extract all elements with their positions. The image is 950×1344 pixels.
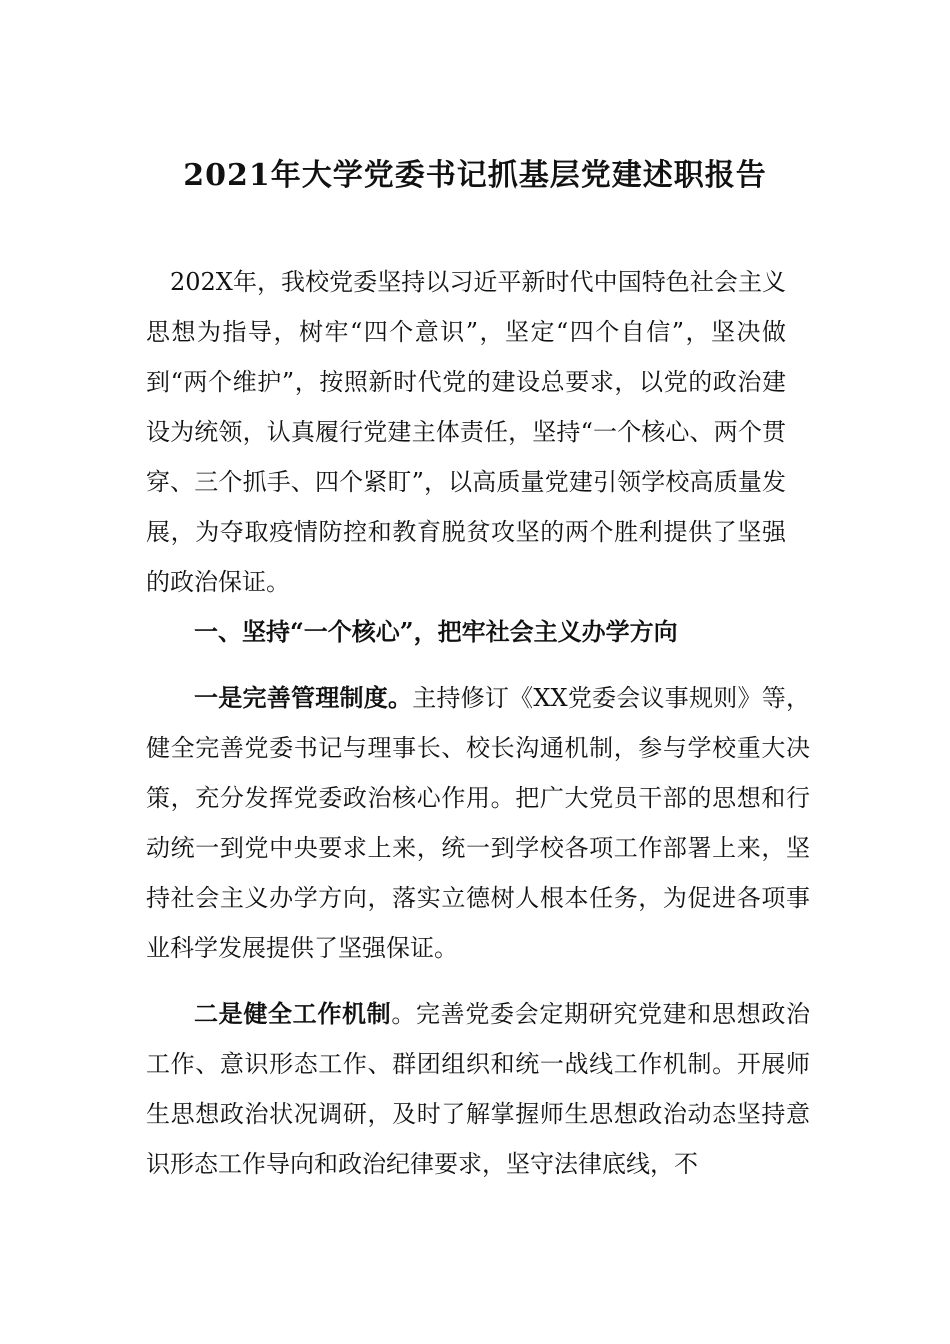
document-title: 2021年大学党委书记抓基层党建述职报告 xyxy=(183,158,767,193)
document-body xyxy=(146,257,810,1189)
item-paragraph-1 xyxy=(146,673,810,973)
section-heading: 一、坚持“一个核心”，把牢社会主义办学方向 xyxy=(194,617,678,646)
item-paragraph-2 xyxy=(146,989,810,1189)
intro-paragraph: 202X年，我校党委坚持以习近平新时代中国特色社会主义思想为指导，树牢“四个意识”，坚定“四个自信”，坚决做到“两个维护”，按照新时代党的建设总要求，以党的政治建设为统领，认真履行党建主体责任，坚持“一个核心、两个贯穿、三个抓手、四个紧盯”，以高质量党建引领学校高质量发展，为夺取疫情防控和教育脱贫攻坚的两个胜利提供了坚强的政治保证。 xyxy=(146,268,786,596)
item-text-2: 。完善党委会定期研究党建和思想政治工作、意识形态工作、群团组织和统一战线工作机制。开展师生思想政治状况调研，及时了解掌握师生思想政治动态坚持意识形态工作导向和政治纪律要求，坚守法律底线，不 xyxy=(146,1000,811,1178)
item-lead-2: 二是健全工作机制 xyxy=(194,999,392,1028)
item-text-1: 主持修订《XX党委会议事规则》等，健全完善党委书记与理事长、校长沟通机制，参与学校重大决策，充分发挥党委政治核心作用。把广大党员干部的思想和行动统一到党中央要求上来，统一到学校各项工作部署上来，坚持社会主义办学方向，落实立德树人根本任务，为促进各项事业科学发展提供了坚强保证。 xyxy=(146,684,811,962)
item-lead-1: 一是完善管理制度。 xyxy=(194,683,413,712)
